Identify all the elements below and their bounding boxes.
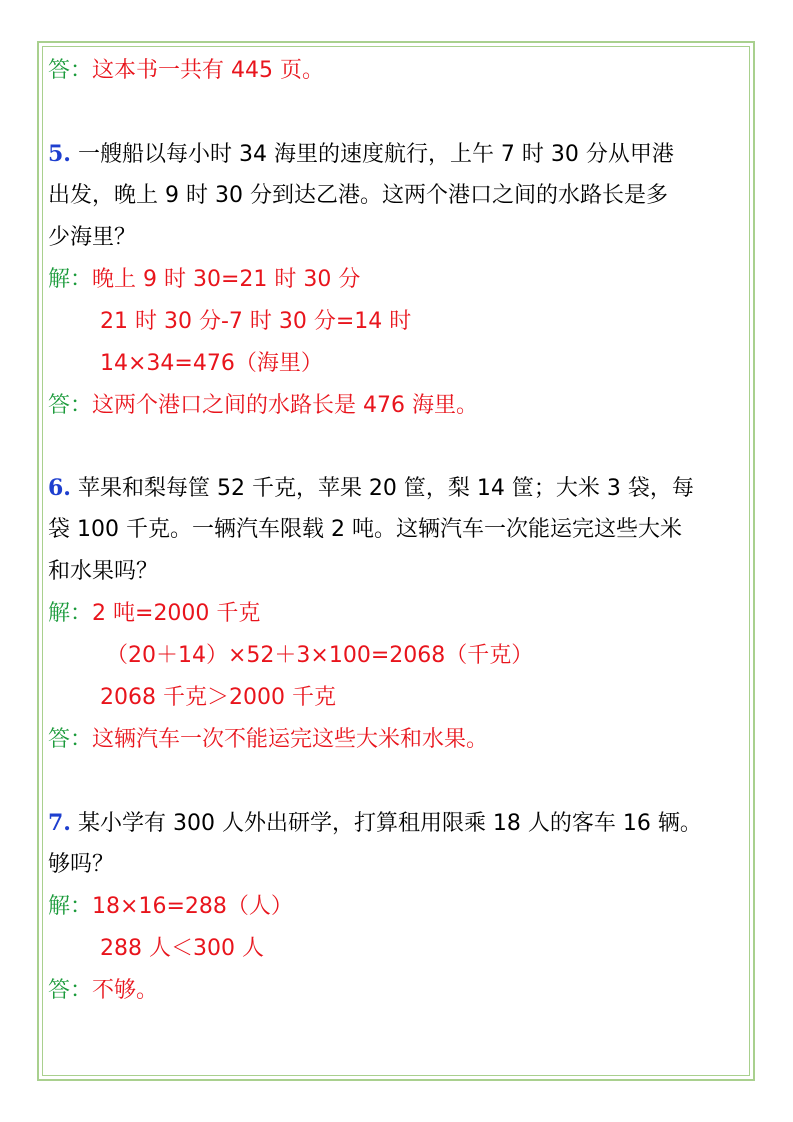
solution-label: 解： — [48, 267, 93, 292]
answer-label: 答： — [48, 978, 93, 1003]
q7-answer-line — [48, 970, 158, 1012]
q6-line-3 — [48, 551, 158, 593]
answer-label: 答： — [48, 393, 93, 418]
q6-line-2 — [48, 509, 682, 551]
q7-solution-step-1 — [48, 886, 293, 928]
q7-text-2: 够吗？ — [48, 852, 115, 877]
q6-text-1: 苹果和梨每筐 52 千克，苹果 20 筐，梨 14 筐；大米 3 袋，每 — [70, 476, 694, 501]
answer-label: 答： — [48, 727, 93, 752]
q5-solution-step-1 — [48, 259, 360, 301]
q6-answer-line — [48, 719, 488, 761]
q7-answer: 不够。 — [92, 978, 159, 1003]
q6-text-2: 袋 100 千克。一辆汽车限载 2 吨。这辆汽车一次能运完这些大米 — [48, 517, 682, 542]
previous-answer-line — [48, 50, 324, 92]
q6-step-1: 2 吨=2000 千克 — [92, 601, 261, 626]
q7-number: 7. — [48, 810, 71, 836]
answer-text: 这本书一共有 445 页。 — [92, 58, 324, 83]
q6-solution-step-2 — [48, 635, 533, 677]
q6-solution-step-3 — [48, 677, 336, 719]
q7-step-2: 288 人＜300 人 — [100, 936, 264, 961]
q6-step-3: 2068 千克＞2000 千克 — [100, 685, 336, 710]
q6-step-2: （20＋14）×52＋3×100=2068（千克） — [106, 643, 534, 668]
q5-step-3: 14×34=476（海里） — [100, 351, 323, 376]
q6-number: 6. — [48, 475, 71, 501]
q5-line-3 — [48, 217, 136, 259]
q7-solution-step-2 — [48, 928, 264, 970]
q5-step-2: 21 时 30 分-7 时 30 分=14 时 — [100, 309, 412, 334]
q5-text-1: 一艘船以每小时 34 海里的速度航行，上午 7 时 30 分从甲港 — [70, 142, 674, 167]
q7-line-2 — [48, 844, 114, 886]
q5-text-3: 少海里？ — [48, 225, 137, 250]
solution-label: 解： — [48, 601, 93, 626]
q5-solution-step-3 — [48, 343, 323, 385]
q7-step-1: 18×16=288（人） — [92, 894, 293, 919]
q5-number: 5. — [48, 141, 71, 167]
q5-line-1 — [48, 133, 674, 175]
q6-solution-step-1 — [48, 593, 260, 635]
q5-answer-line — [48, 385, 478, 427]
q6-answer: 这辆汽车一次不能运完这些大米和水果。 — [92, 727, 489, 752]
q5-text-2: 出发，晚上 9 时 30 分到达乙港。这两个港口之间的水路长是多 — [48, 183, 668, 208]
q6-line-1 — [48, 467, 694, 509]
q5-solution-step-2 — [48, 301, 411, 343]
q6-text-3: 和水果吗？ — [48, 559, 159, 584]
q7-line-1 — [48, 802, 702, 844]
q5-line-2 — [48, 175, 668, 217]
solution-label: 解： — [48, 894, 93, 919]
answer-label: 答： — [48, 58, 93, 83]
q5-step-1: 晚上 9 时 30=21 时 30 分 — [92, 267, 361, 292]
q5-answer: 这两个港口之间的水路长是 476 海里。 — [92, 393, 478, 418]
q7-text-1: 某小学有 300 人外出研学，打算租用限乘 18 人的客车 16 辆。 — [70, 811, 702, 836]
